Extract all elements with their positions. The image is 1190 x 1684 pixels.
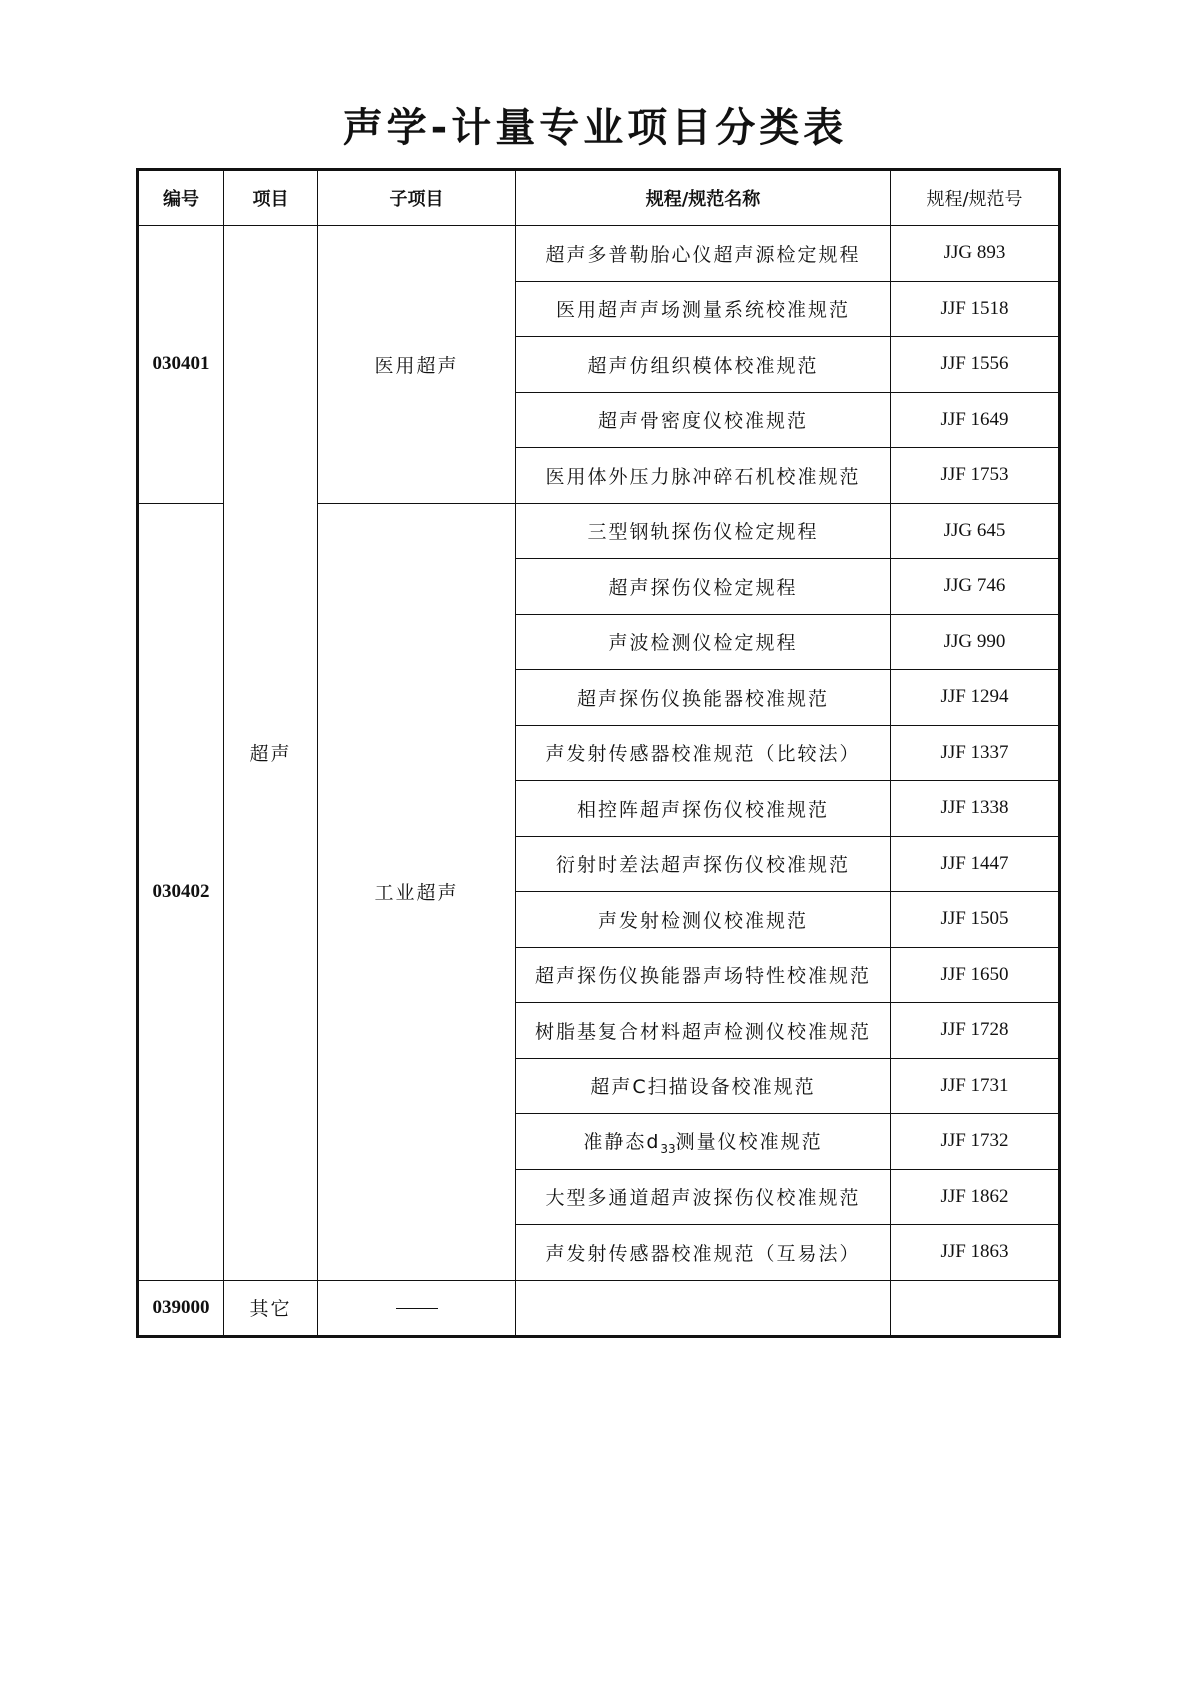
standard-name: 声发射传感器校准规范（互易法） [516,1225,891,1281]
standard-name: 声发射传感器校准规范（比较法） [516,725,891,781]
standard-number: JJF 1294 [891,670,1060,726]
item-other: 其它 [224,1280,318,1337]
classification-table [136,168,1061,1338]
name-subscript: 33 [660,1141,676,1156]
standard-number: JJG 645 [891,503,1060,559]
standard-number: JJF 1862 [891,1169,1060,1225]
header-name: 规程/规范名称 [516,170,891,226]
standard-name: 超声探伤仪换能器声场特性校准规范 [516,947,891,1003]
standard-number: JJF 1556 [891,337,1060,393]
standard-name: 超声多普勒胎心仪超声源检定规程 [516,226,891,282]
standard-number: JJF 1518 [891,281,1060,337]
standard-number: JJF 1505 [891,892,1060,948]
standard-number-empty [891,1280,1060,1337]
standard-number: JJF 1649 [891,392,1060,448]
name-prefix: 准静态d [583,1130,661,1153]
item-ultrasound: 超声 [224,226,318,1281]
sub-item-medical: 医用超声 [318,226,516,504]
standard-number: JJF 1732 [891,1114,1060,1170]
dash-line [396,1308,438,1309]
standard-number: JJF 1447 [891,836,1060,892]
standard-name: 衍射时差法超声探伤仪校准规范 [516,836,891,892]
standard-name: 树脂基复合材料超声检测仪校准规范 [516,1003,891,1059]
standard-name: 超声探伤仪换能器校准规范 [516,670,891,726]
header-sub-item: 子项目 [318,170,516,226]
table-row-other [138,1280,1060,1337]
sub-item-none [318,1280,516,1337]
header-row [138,170,1060,226]
sub-item-industrial: 工业超声 [318,503,516,1280]
standard-number: JJF 1337 [891,725,1060,781]
standard-name: 声发射检测仪校准规范 [516,892,891,948]
standard-name [516,1114,891,1170]
standard-name: 三型钢轨探伤仪检定规程 [516,503,891,559]
standard-name: 超声C扫描设备校准规范 [516,1058,891,1114]
standard-number: JJF 1728 [891,1003,1060,1059]
standard-number: JJF 1731 [891,1058,1060,1114]
standard-name: 超声骨密度仪校准规范 [516,392,891,448]
page-title: 声学-计量专业项目分类表 [342,105,848,151]
header-number: 规程/规范号 [891,170,1060,226]
standard-number: JJF 1863 [891,1225,1060,1281]
standard-number: JJG 990 [891,614,1060,670]
code-030402: 030402 [138,503,224,1280]
standard-number: JJG 746 [891,559,1060,615]
standard-name: 超声探伤仪检定规程 [516,559,891,615]
standard-name: 超声仿组织模体校准规范 [516,337,891,393]
table-row [138,226,1060,282]
code-030401: 030401 [138,226,224,504]
standard-name: 相控阵超声探伤仪校准规范 [516,781,891,837]
name-suffix: 测量仪校准规范 [675,1130,823,1153]
standard-name: 医用体外压力脉冲碎石机校准规范 [516,448,891,504]
standard-number: JJF 1650 [891,947,1060,1003]
standard-number: JJF 1753 [891,448,1060,504]
header-item: 项目 [224,170,318,226]
standard-number: JJG 893 [891,226,1060,282]
standard-name: 大型多通道超声波探伤仪校准规范 [516,1169,891,1225]
header-code: 编号 [138,170,224,226]
standard-name-empty [516,1280,891,1337]
standard-number: JJF 1338 [891,781,1060,837]
code-039000: 039000 [138,1280,224,1337]
standard-name: 医用超声声场测量系统校准规范 [516,281,891,337]
standard-name: 声波检测仪检定规程 [516,614,891,670]
